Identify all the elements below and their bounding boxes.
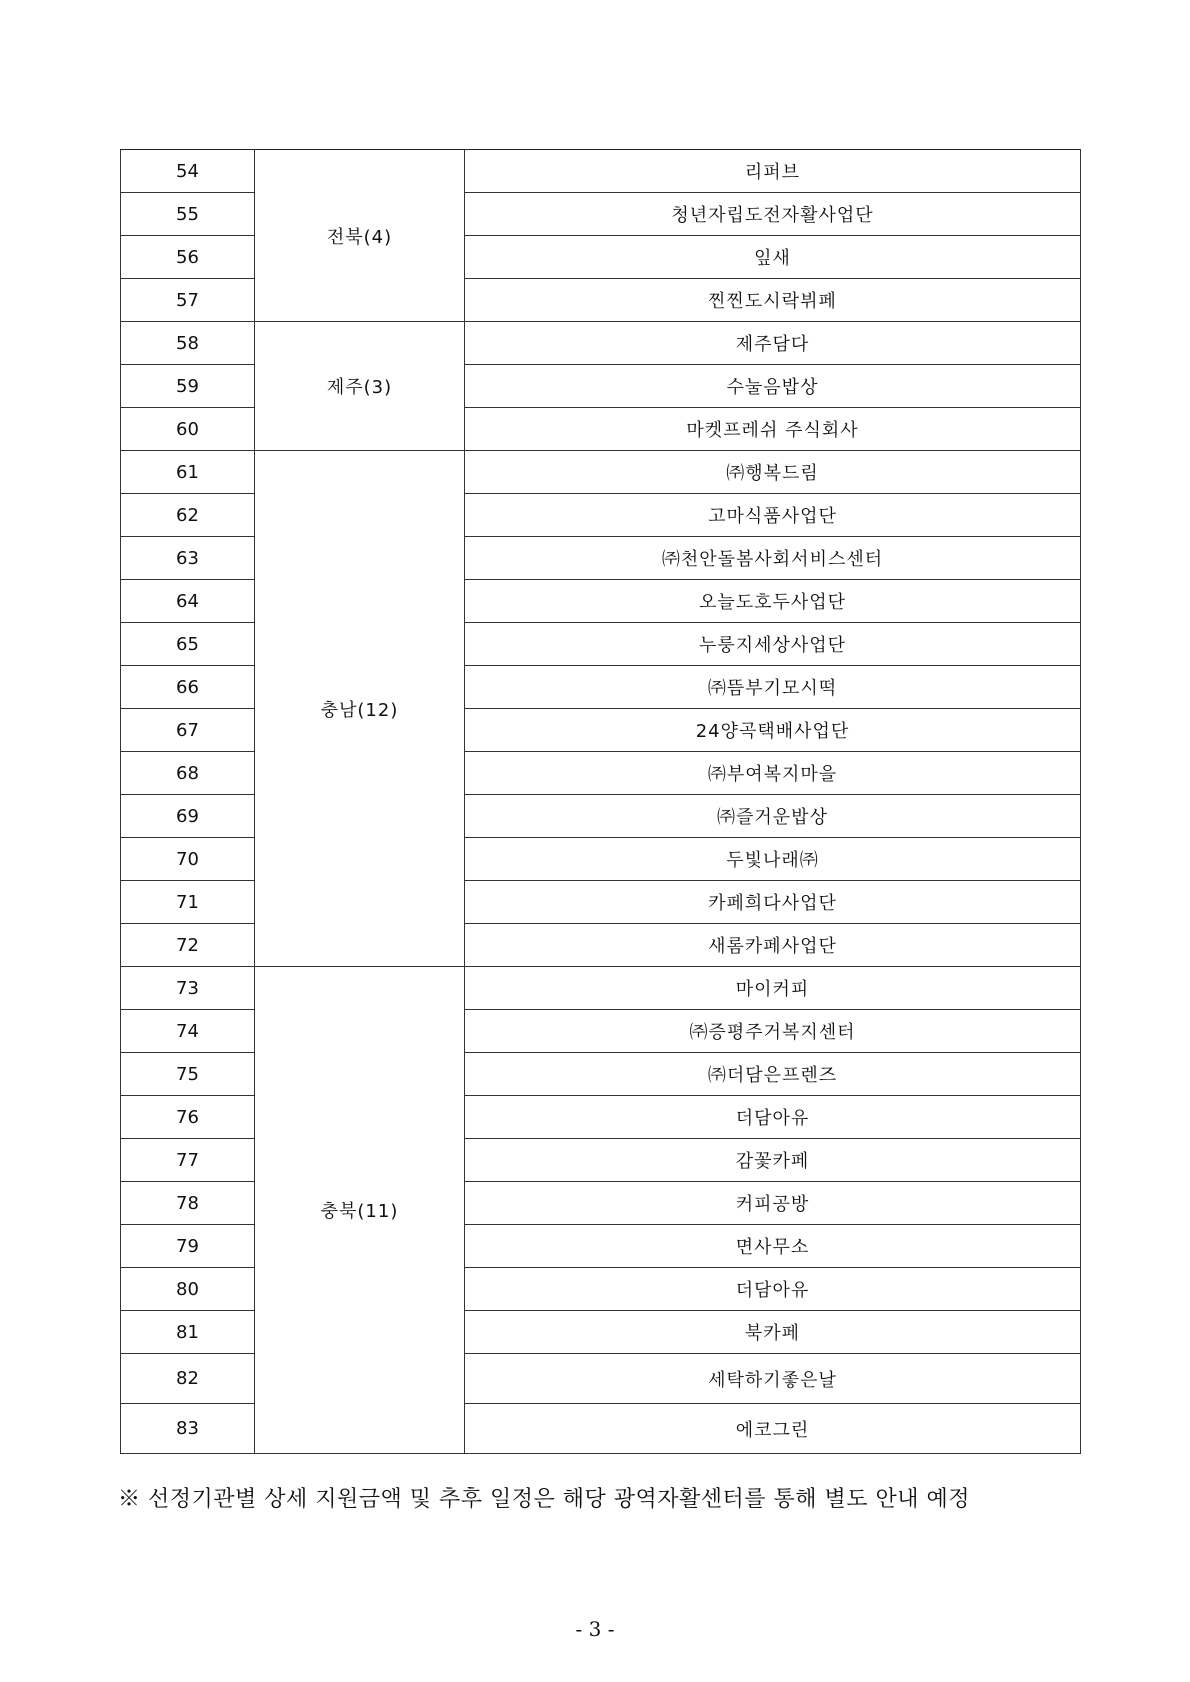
row-number: 54	[121, 150, 255, 193]
row-number: 72	[121, 924, 255, 967]
organization-name: 더담아유	[465, 1096, 1081, 1139]
row-number: 75	[121, 1053, 255, 1096]
organization-name: 찐찐도시락뷔페	[465, 279, 1081, 322]
organization-name: ㈜부여복지마을	[465, 752, 1081, 795]
organization-name: 제주담다	[465, 322, 1081, 365]
organization-name: ㈜뜸부기모시떡	[465, 666, 1081, 709]
organization-name: 커피공방	[465, 1182, 1081, 1225]
row-number: 57	[121, 279, 255, 322]
row-number: 70	[121, 838, 255, 881]
row-number: 77	[121, 1139, 255, 1182]
region-cell: 전북(4)	[255, 150, 465, 322]
organization-name: 감꽃카페	[465, 1139, 1081, 1182]
organization-table	[120, 149, 1081, 1454]
organization-name: 누룽지세상사업단	[465, 623, 1081, 666]
row-number: 66	[121, 666, 255, 709]
row-number: 58	[121, 322, 255, 365]
organization-name: 청년자립도전자활사업단	[465, 193, 1081, 236]
row-number: 61	[121, 451, 255, 494]
organization-name: 면사무소	[465, 1225, 1081, 1268]
organization-name: 세탁하기좋은날	[465, 1354, 1081, 1404]
organization-name: 마이커피	[465, 967, 1081, 1010]
row-number: 73	[121, 967, 255, 1010]
organization-name: 북카페	[465, 1311, 1081, 1354]
organization-name: ㈜증평주거복지센터	[465, 1010, 1081, 1053]
row-number: 64	[121, 580, 255, 623]
row-number: 67	[121, 709, 255, 752]
organization-name: 잎새	[465, 236, 1081, 279]
organization-name: ㈜더담은프렌즈	[465, 1053, 1081, 1096]
table-row	[121, 451, 1081, 494]
organization-name: 고마식품사업단	[465, 494, 1081, 537]
organization-name: 새롬카페사업단	[465, 924, 1081, 967]
organization-name: ㈜행복드림	[465, 451, 1081, 494]
organization-name: 더담아유	[465, 1268, 1081, 1311]
row-number: 79	[121, 1225, 255, 1268]
footnote: ※ 선정기관별 상세 지원금액 및 추후 일정은 해당 광역자활센터를 통해 별도 안내 예정	[118, 1487, 970, 1512]
row-number: 56	[121, 236, 255, 279]
organization-name: 리퍼브	[465, 150, 1081, 193]
table-row	[121, 967, 1081, 1010]
row-number: 69	[121, 795, 255, 838]
region-cell: 제주(3)	[255, 322, 465, 451]
region-cell: 충남(12)	[255, 451, 465, 967]
row-number: 63	[121, 537, 255, 580]
row-number: 83	[121, 1404, 255, 1454]
row-number: 82	[121, 1354, 255, 1404]
organization-name: 에코그린	[465, 1404, 1081, 1454]
row-number: 71	[121, 881, 255, 924]
organization-name: 두빛나래㈜	[465, 838, 1081, 881]
table-row	[121, 322, 1081, 365]
row-number: 65	[121, 623, 255, 666]
row-number: 74	[121, 1010, 255, 1053]
page-number: - 3 -	[575, 1617, 615, 1641]
row-number: 60	[121, 408, 255, 451]
row-number: 81	[121, 1311, 255, 1354]
organization-name: ㈜즐거운밥상	[465, 795, 1081, 838]
row-number: 68	[121, 752, 255, 795]
row-number: 59	[121, 365, 255, 408]
organization-name: 마켓프레쉬 주식회사	[465, 408, 1081, 451]
row-number: 55	[121, 193, 255, 236]
organization-name: ㈜천안돌봄사회서비스센터	[465, 537, 1081, 580]
row-number: 78	[121, 1182, 255, 1225]
organization-name: 24양곡택배사업단	[465, 709, 1081, 752]
row-number: 62	[121, 494, 255, 537]
organization-name: 카페희다사업단	[465, 881, 1081, 924]
row-number: 76	[121, 1096, 255, 1139]
organization-name: 오늘도호두사업단	[465, 580, 1081, 623]
row-number: 80	[121, 1268, 255, 1311]
table-row	[121, 150, 1081, 193]
organization-name: 수눌음밥상	[465, 365, 1081, 408]
region-cell: 충북(11)	[255, 967, 465, 1454]
